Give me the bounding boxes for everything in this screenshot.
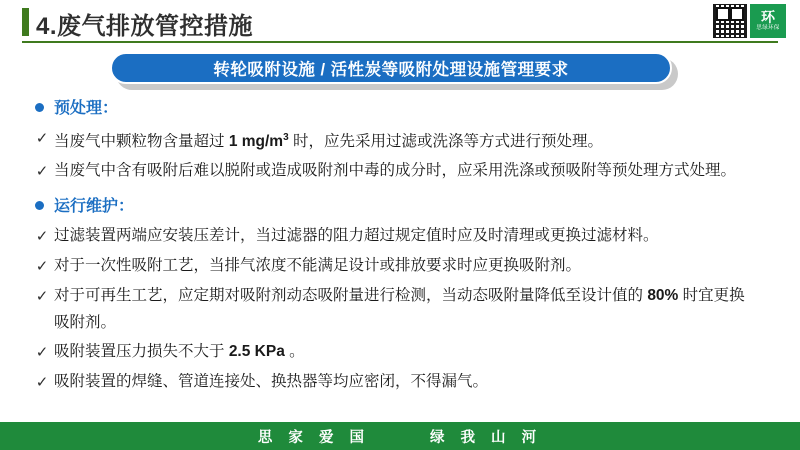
header-divider bbox=[22, 41, 778, 43]
check-icon: ✓ bbox=[35, 344, 49, 362]
check-mark-wrap bbox=[30, 124, 54, 152]
check-mark-wrap bbox=[30, 338, 54, 366]
check-icon: ✓ bbox=[35, 258, 49, 276]
qr-code-icon[interactable] bbox=[713, 4, 747, 38]
section-heading-row bbox=[0, 96, 800, 122]
slide-footer bbox=[0, 422, 800, 450]
page-title: 4.废气排放管控措施 bbox=[36, 13, 254, 40]
list-item bbox=[0, 222, 800, 250]
check-mark-wrap bbox=[30, 222, 54, 250]
section-heading-row bbox=[0, 194, 800, 220]
check-icon: ✓ bbox=[35, 163, 49, 181]
list-item-text: 对于一次性吸附工艺，当排气浓度不能满足设计或排放要求时应更换吸附剂。 bbox=[54, 257, 582, 275]
bullet-dot-icon bbox=[35, 201, 44, 210]
section-banner-label: 转轮吸附设施 / 活性炭等吸附处理设施管理要求 bbox=[213, 61, 569, 79]
section-banner bbox=[110, 52, 672, 84]
list-item bbox=[0, 252, 800, 280]
list-item bbox=[0, 282, 800, 336]
check-mark-wrap bbox=[30, 252, 54, 280]
bullet-dot-wrap bbox=[24, 96, 54, 112]
bullet-dot-wrap bbox=[24, 194, 54, 210]
list-item bbox=[0, 368, 800, 396]
list-item-text: 过滤装置两端应安装压差计，当过滤器的阻力超过规定值时应及时清理或更换过滤材料。 bbox=[54, 227, 659, 245]
footer-right-text: 绿 我 山 河 bbox=[430, 429, 543, 446]
bullet-dot-icon bbox=[35, 103, 44, 112]
check-icon: ✓ bbox=[35, 374, 49, 392]
list-item-text: 吸附装置压力损失不大于 2.5 KPa 。 bbox=[54, 343, 305, 361]
logo-mark: 环 bbox=[761, 9, 775, 26]
list-item-text: 当废气中颗粒物含量超过 1 $mg/m^3$ 时，应先采用过滤或洗涤等方式进行预处理。 bbox=[54, 132, 603, 151]
title-accent-bar bbox=[22, 8, 29, 36]
check-icon: ✓ bbox=[35, 288, 49, 306]
brand-logo bbox=[750, 4, 786, 38]
check-icon: ✓ bbox=[35, 228, 49, 246]
list-item-text: 吸附装置的焊缝、管道连接处、换热器等均应密闭，不得漏气。 bbox=[54, 373, 489, 391]
check-mark-wrap bbox=[30, 282, 54, 310]
list-item bbox=[0, 338, 800, 366]
logo-cluster bbox=[713, 4, 786, 38]
section-heading: 预处理： bbox=[54, 100, 119, 117]
list-item bbox=[0, 124, 800, 155]
section-heading: 运行维护： bbox=[54, 198, 135, 216]
list-item bbox=[0, 157, 800, 185]
footer-left-text: 思 家 爱 国 bbox=[257, 429, 370, 446]
check-mark-wrap bbox=[30, 157, 54, 185]
slide-header bbox=[0, 0, 800, 44]
logo-brand-text: 思绿环保 bbox=[756, 25, 780, 32]
list-item-text: 当废气中含有吸附后难以脱附或造成吸附剂中毒的成分时，应采用洗涤或预吸附等预处理方式处理。 bbox=[54, 162, 737, 180]
check-icon: ✓ bbox=[35, 130, 49, 147]
content-body bbox=[0, 96, 800, 398]
list-item-text: 对于可再生工艺，应定期对吸附剂动态吸附量进行检测，当动态吸附量降低至设计值的 80% 时宜更换吸附剂。 bbox=[54, 287, 745, 332]
check-mark-wrap bbox=[30, 368, 54, 396]
